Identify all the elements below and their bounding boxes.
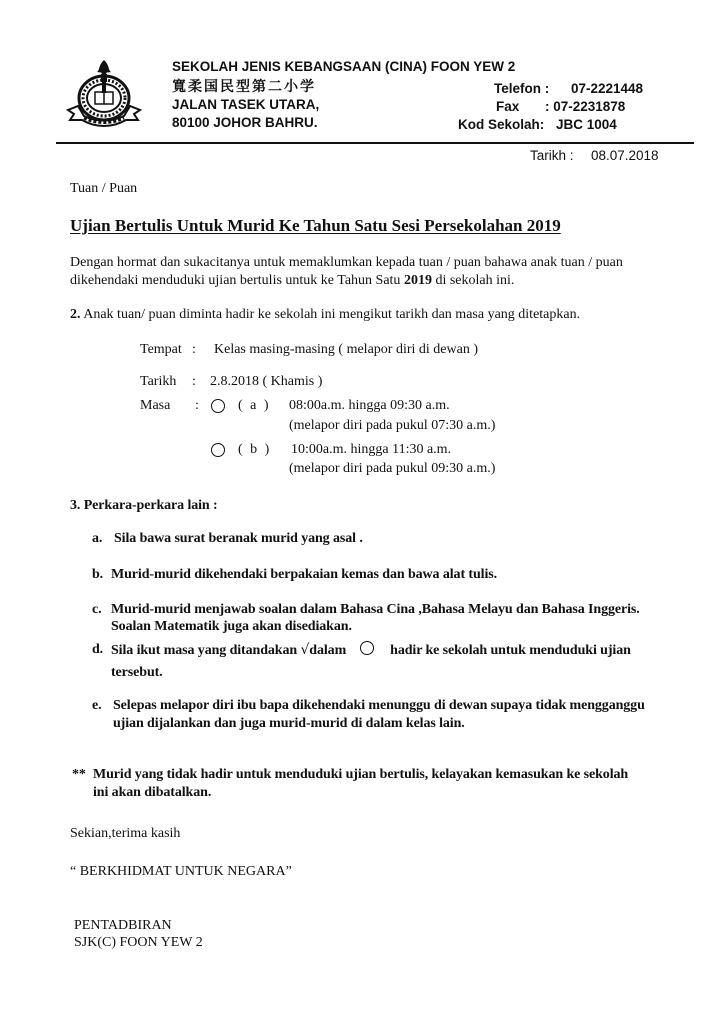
letterhead-divider (56, 142, 694, 144)
phone-number: 07-2221448 (571, 81, 644, 96)
fax-label: Fax (496, 99, 520, 114)
notice-line-1: Murid yang tidak hadir untuk menduduki ujian bertulis, kelayakan kemasukan ke sekolah (93, 767, 629, 782)
time-colon: : (195, 398, 199, 413)
venue-value: Kelas masing-masing ( melapor diri di dewan ) (214, 342, 478, 357)
item-a-letter: a. (92, 531, 103, 546)
option-a-key: ( a ) (238, 398, 269, 413)
point-2-text: Anak tuan/ puan diminta hadir ke sekolah ini mengikut tarikh dan masa yang ditetapkan. (80, 307, 581, 322)
item-b-letter: b. (92, 567, 104, 582)
intro-line-2 (70, 272, 514, 290)
letter-date: 08.07.2018 (591, 148, 659, 163)
school-name-chinese: 寬柔国民型第二小学 (172, 79, 316, 95)
item-d-text (111, 641, 631, 659)
address-line-2: 80100 JOHOR BAHRU. (172, 115, 318, 130)
point-3-heading: 3. Perkara-perkara lain : (70, 498, 218, 513)
school-crest-icon (64, 58, 144, 130)
option-a-checkbox[interactable] (211, 399, 225, 417)
intro-line-1: Dengan hormat dan sukacitanya untuk memaklumkan kepada tuan / puan bahawa anak tuan / puan (70, 255, 623, 270)
venue-label: Tempat (140, 342, 182, 357)
exam-date-colon: : (192, 374, 196, 389)
letter-date-label: Tarikh : (530, 148, 574, 163)
item-e-text-1: Selepas melapor diri ibu bapa dikehendaki menunggu di dewan supaya tidak mengganggu (113, 698, 645, 713)
school-code-label: Kod Sekolah: (458, 117, 545, 132)
option-b-checkbox[interactable] (211, 443, 225, 461)
item-c-text-2: Soalan Matematik juga akan disediakan. (111, 619, 352, 634)
item-d-pre: Sila ikut masa yang ditandakan (111, 643, 301, 658)
intro-text-end: di sekolah ini. (431, 273, 515, 288)
item-b-text: Murid-murid dikehendaki berpakaian kemas dan bawa alat tulis. (111, 567, 497, 582)
item-d-text-2: tersebut. (111, 665, 163, 680)
item-c-letter: c. (92, 602, 102, 617)
item-a-text: Sila bawa surat beranak murid yang asal . (114, 531, 363, 546)
circle-icon (360, 641, 374, 655)
option-b-key: ( b ) (238, 442, 270, 457)
letter-title: Ujian Bertulis Untuk Murid Ke Tahun Satu Sesi Persekolahan 2019 (70, 216, 561, 235)
option-b-note: (melapor diri pada pukul 09:30 a.m.) (289, 461, 496, 476)
option-a-time: 08:00a.m. hingga 09:30 a.m. (289, 398, 450, 413)
address-line-1: JALAN TASEK UTARA, (172, 97, 320, 112)
exam-date-label: Tarikh (140, 374, 177, 389)
notice-marker: ** (72, 767, 86, 782)
signature-line-2: SJK(C) FOON YEW 2 (74, 935, 203, 950)
intro-text: dikehendaki menduduki ujian bertulis untuk ke Tahun Satu (70, 273, 404, 288)
closing: Sekian,terima kasih (70, 826, 181, 841)
option-b-time: 10:00a.m. hingga 11:30 a.m. (291, 442, 452, 457)
motto: “ BERKHIDMAT UNTUK NEGARA” (70, 864, 292, 879)
venue-colon: : (192, 342, 196, 357)
item-d-letter: d. (92, 642, 104, 657)
school-name: SEKOLAH JENIS KEBANGSAAN (CINA) FOON YEW 2 (172, 59, 516, 74)
fax-number: : 07-2231878 (545, 99, 626, 114)
school-code: JBC 1004 (556, 117, 617, 132)
phone-label: Telefon : (494, 81, 550, 96)
item-c-text-1: Murid-murid menjawab soalan dalam Bahasa Cina ,Bahasa Melayu dan Bahasa Inggeris. (111, 602, 640, 617)
point-2 (70, 306, 580, 324)
item-e-letter: e. (92, 698, 102, 713)
notice-line-2: ini akan dibatalkan. (93, 785, 212, 800)
exam-date-value: 2.8.2018 ( Khamis ) (210, 374, 323, 389)
item-e-text-2: ujian dijalankan dan juga murid-murid di dalam kelas lain. (113, 716, 465, 731)
item-d-mid: dalam (309, 643, 347, 658)
time-label: Masa (140, 398, 171, 413)
checkmark-icon: √ (300, 642, 310, 658)
signature-line-1: PENTADBIRAN (74, 918, 172, 933)
salutation: Tuan / Puan (70, 181, 138, 196)
point-2-number: 2. (70, 307, 81, 322)
intro-year: 2019 (403, 273, 432, 288)
option-a-note: (melapor diri pada pukul 07:30 a.m.) (289, 418, 496, 433)
item-d-post: hadir ke sekolah untuk menduduki ujian (390, 643, 631, 658)
